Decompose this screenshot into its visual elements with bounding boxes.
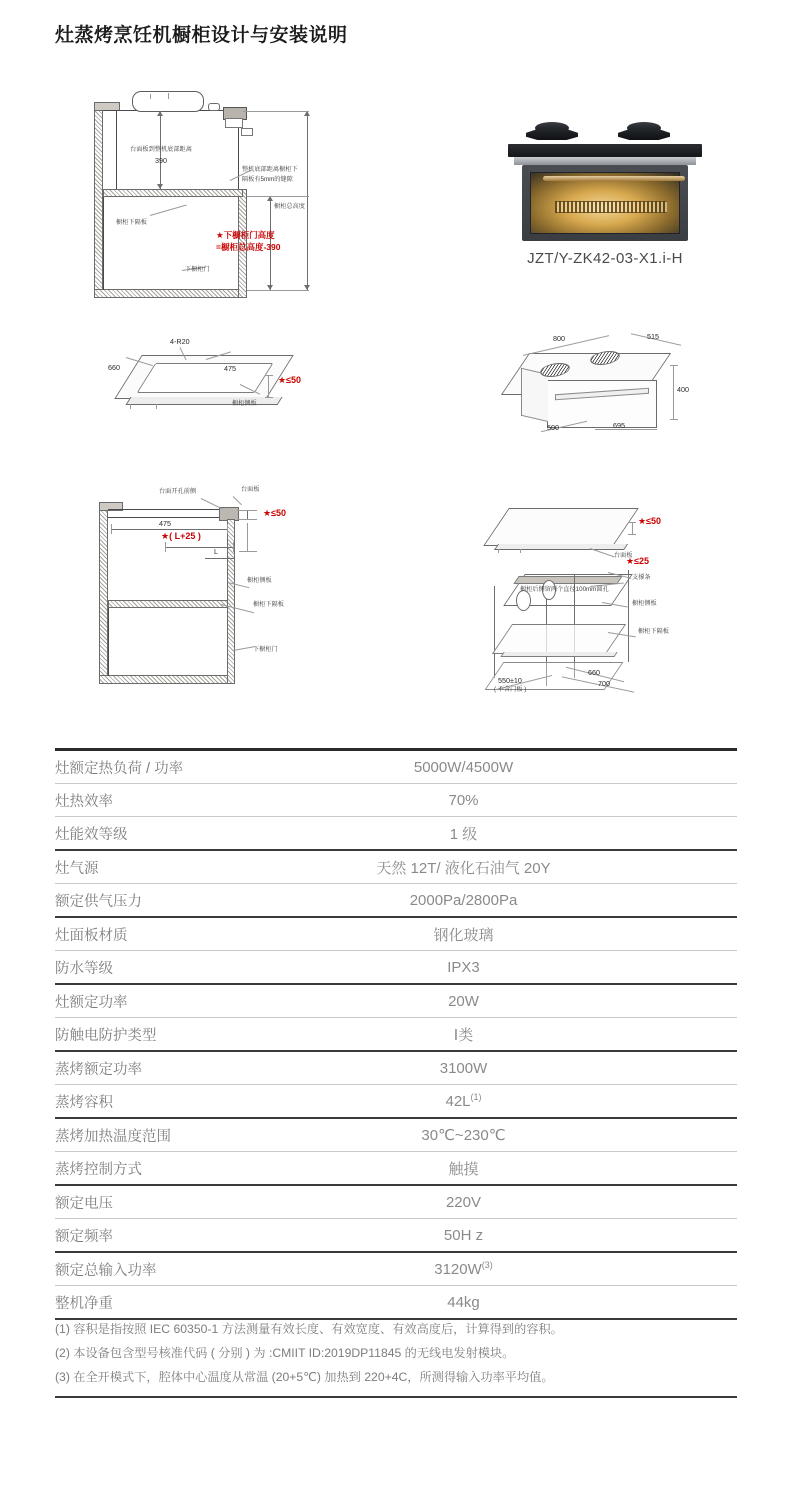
label-cutout-front-side: 台面开孔前侧	[159, 488, 197, 495]
label-515-depth: 515	[647, 332, 659, 341]
spec-value	[355, 759, 737, 776]
spec-value	[355, 1294, 737, 1311]
label-top-to-bottom: 台面板到整机底部距离	[130, 146, 192, 153]
footnotes	[55, 1318, 745, 1389]
label-390-value: 390	[155, 156, 167, 165]
spec-key: 蒸烤控制方式	[55, 1161, 142, 1178]
spec-key: 灶面板材质	[55, 927, 128, 944]
spec-value-text: 70%	[448, 791, 479, 809]
label-gap-note-line1: 整机底部距离橱柜下	[242, 166, 298, 173]
burner-left-icon	[526, 120, 578, 146]
diagram-area	[0, 70, 790, 720]
spec-key: 额定总输入功率	[55, 1262, 157, 1279]
table-row	[55, 1085, 737, 1119]
table-row	[55, 918, 737, 951]
label-red-max-25-assembly: ★≤25	[626, 556, 650, 566]
label-side-panel-d5: 橱柜侧板	[632, 600, 657, 607]
spec-value	[355, 1194, 737, 1211]
label-lower-shelf-d4: 橱柜下隔板	[253, 601, 284, 608]
spec-value	[355, 1260, 737, 1278]
oven-door-glass	[530, 172, 680, 234]
spec-value	[355, 892, 737, 909]
spec-value	[355, 959, 737, 976]
spec-value-text: 触摸	[448, 1160, 479, 1178]
label-800-width: 800	[553, 334, 565, 343]
spec-key: 额定供气压力	[55, 893, 142, 910]
spec-value-text: 天然 12T/ 液化石油气 20Y	[376, 859, 551, 877]
spec-key: 额定频率	[55, 1228, 113, 1245]
page-title: 灶蒸烤烹饪机橱柜设计与安装说明	[55, 25, 348, 46]
label-lower-shelf: 橱柜下隔板	[116, 219, 147, 226]
label-red-max-50-side: ★≤50	[263, 508, 287, 518]
label-550-note: ( 不含门板 )	[494, 686, 527, 693]
table-row	[55, 1052, 737, 1085]
footnote-1: (1) 容积是指按照 IEC 60350-1 方法测量有效长度、有效宽度、有效高度后，计算得到的容积。	[55, 1322, 563, 1336]
spec-key: 灶额定热负荷 / 功率	[55, 760, 184, 777]
front-section-cabinet-diagram	[90, 84, 320, 299]
label-700-width-d5: 700	[598, 679, 610, 688]
table-row	[55, 985, 737, 1018]
table-row	[55, 851, 737, 884]
spec-key: 蒸烤容积	[55, 1094, 113, 1111]
product-photo	[500, 88, 710, 248]
table-row	[55, 884, 737, 918]
spec-value	[355, 1227, 737, 1244]
table-row	[55, 1186, 737, 1219]
table-row	[55, 1286, 737, 1320]
label-660-depth-d5: 660	[588, 668, 600, 677]
footnote-2: (2) 本设备包含型号核准代码 ( 分别 ) 为 :CMIIT ID:2019DP11845 的无线电发射模块。	[55, 1345, 515, 1360]
label-500-depth: 500	[547, 423, 559, 432]
table-row	[55, 1253, 737, 1286]
label-475-depth: 475	[224, 364, 236, 373]
table-row	[55, 1219, 737, 1253]
label-countertop-panel-d5: 台面板	[614, 552, 633, 559]
spec-value-text: 50H z	[443, 1226, 484, 1244]
oven-body	[522, 165, 688, 241]
spec-key: 灶额定功率	[55, 994, 128, 1011]
label-rear-holes-note: 橱柜后侧留两个直径100mm圆孔	[520, 586, 609, 593]
spec-value-footnote-marker: (3)	[481, 1260, 493, 1270]
spec-value-text: 2000Pa/2800Pa	[409, 891, 518, 909]
spec-value-text: 220V	[445, 1193, 482, 1211]
spec-key: 防水等级	[55, 960, 113, 977]
spec-value	[355, 993, 737, 1010]
label-lower-shelf-d5: 橱柜下隔板	[638, 628, 669, 635]
spec-value-text: 3100W	[439, 1059, 488, 1077]
label-total-cabinet-height: 橱柜总高度	[274, 203, 305, 210]
label-cabinet-side-panel: 橱柜侧板	[232, 400, 257, 407]
spec-rows-container	[55, 751, 737, 1320]
burner-right-icon	[618, 120, 670, 146]
spec-key: 灶能效等级	[55, 826, 128, 843]
hob-surface	[508, 144, 702, 157]
label-475-side-depth: 475	[159, 519, 171, 528]
spec-value	[355, 1126, 737, 1144]
spec-key: 蒸烤加热温度范围	[55, 1128, 171, 1145]
spec-key: 额定电压	[55, 1195, 113, 1212]
footnote-3: (3) 在全开模式下，腔体中心温度从常温 (20+5℃) 加热到 220+4C，所测得输入功率平均值。	[55, 1369, 554, 1384]
spec-value	[355, 924, 737, 945]
table-row	[55, 1119, 737, 1152]
spec-value-text: 42L	[445, 1093, 471, 1110]
table-row	[55, 951, 737, 985]
spec-key: 灶气源	[55, 860, 99, 877]
table-row	[55, 817, 737, 851]
spec-table	[55, 748, 737, 1320]
spec-key: 灶热效率	[55, 793, 113, 810]
spec-key: 蒸烤额定功率	[55, 1061, 142, 1078]
spec-value	[355, 792, 737, 809]
label-695-width: 695	[613, 421, 625, 430]
label-lower-door: 下橱柜门	[185, 266, 210, 273]
spec-value	[355, 1060, 737, 1077]
label-660-width: 660	[108, 363, 120, 372]
spec-value	[355, 1158, 737, 1179]
cabinet-assembly-diagram	[480, 498, 715, 703]
table-row	[55, 751, 737, 784]
table-row	[55, 784, 737, 817]
oven-rack	[555, 201, 667, 213]
spec-value	[355, 1024, 737, 1045]
spec-value-text: 5000W/4500W	[413, 758, 514, 776]
spec-key: 防触电防护类型	[55, 1027, 157, 1044]
oven-handle	[543, 176, 685, 181]
spec-value-text: 20W	[448, 992, 479, 1010]
spec-value-text: 44kg	[447, 1293, 480, 1311]
label-side-panel-d4: 橱柜侧板	[247, 577, 272, 584]
spec-value	[355, 823, 737, 844]
label-550-depth: 550±10	[498, 676, 522, 685]
control-trim	[514, 157, 696, 165]
label-400-height: 400	[677, 385, 689, 394]
label-dim-L: L	[214, 547, 218, 556]
label-countertop-panel: 台面板	[241, 486, 260, 493]
label-red-door-height-line1: ★下橱柜门高度	[216, 230, 275, 240]
table-row	[55, 1018, 737, 1052]
appliance-dimensions-diagram	[495, 325, 710, 435]
label-4r20-radius: 4-R20	[170, 337, 190, 346]
spec-value-text: 3120W	[434, 1261, 482, 1278]
spec-value	[355, 1092, 737, 1110]
spec-value-text: IPX3	[447, 958, 480, 976]
product-model-label: JZT/Y-ZK42-03-X1.i-H	[527, 250, 683, 267]
label-red-l-plus-25: ★( L+25 )	[161, 531, 201, 541]
label-gap-note-line2: 隔板有5mm的缝隙	[242, 176, 293, 183]
spec-value-text: 1 级	[449, 825, 478, 843]
table-row	[55, 1152, 737, 1186]
countertop-cutout-diagram	[108, 335, 320, 415]
spec-value	[355, 857, 737, 878]
label-red-max-50-countertop: ★≤50	[278, 375, 302, 385]
label-lower-door-d4: 下橱柜门	[253, 646, 278, 653]
spec-value-text: 30℃~230℃	[421, 1127, 506, 1144]
label-red-max-50-assembly: ★≤50	[638, 516, 662, 526]
spec-key: 整机净重	[55, 1295, 113, 1312]
label-red-door-height-line2: =橱柜总高度-390	[216, 242, 281, 252]
spec-value-footnote-marker: (1)	[470, 1092, 482, 1102]
spec-value-text: 钢化玻璃	[433, 926, 494, 944]
bottom-rule	[55, 1396, 737, 1398]
side-section-cutout-diagram	[95, 478, 320, 688]
spec-value-text: Ⅰ类	[453, 1026, 474, 1044]
label-support-bar: 支撑条	[632, 574, 651, 581]
